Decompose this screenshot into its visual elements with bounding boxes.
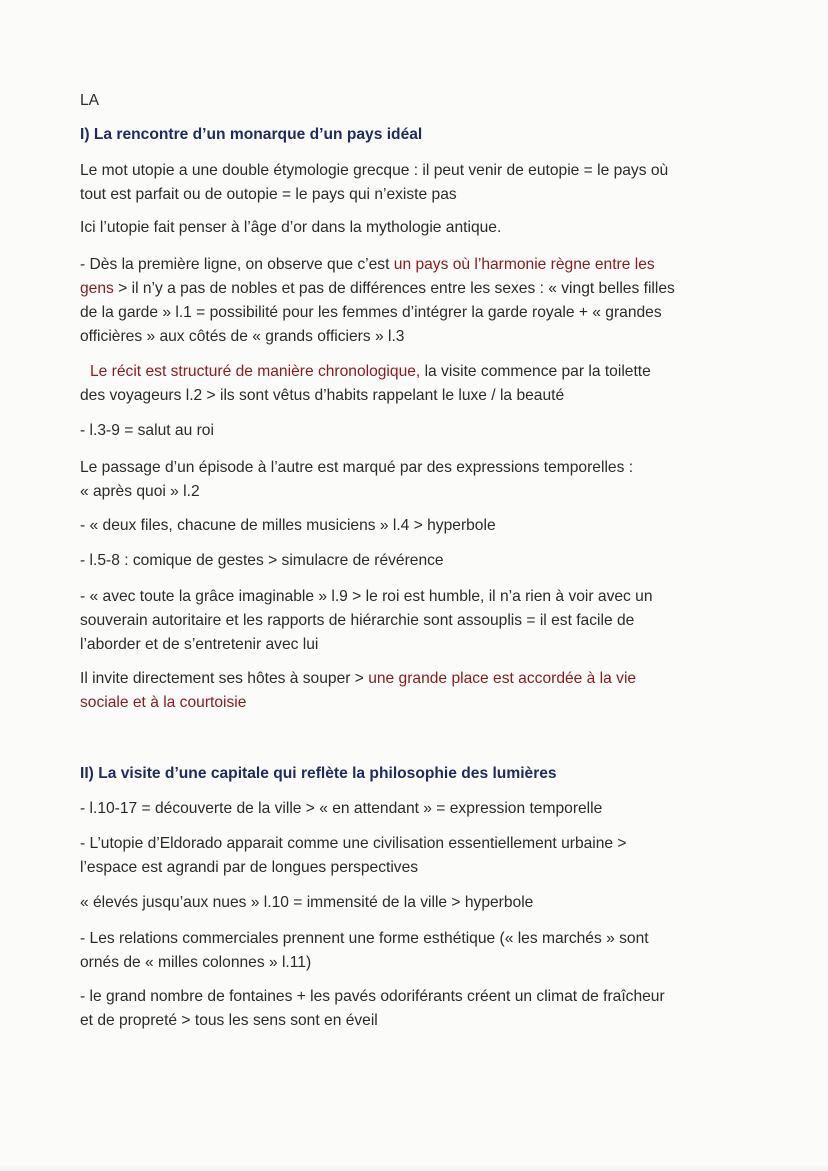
paragraph-line: « après quoi » l.2 — [80, 483, 200, 500]
paragraph-etymology — [80, 159, 720, 207]
highlight-text: sociale et à la courtoisie — [80, 694, 247, 711]
highlight-text: gens — [80, 280, 114, 297]
highlight-text: Le récit est structuré de manière chronologique, — [90, 363, 421, 380]
paragraph-line: Le passage d’un épisode à l’autre est marqué par des expressions temporelles : — [80, 459, 634, 476]
paragraph-salute: - l.3-9 = salut au roi — [80, 422, 214, 439]
paragraph-line — [80, 253, 720, 277]
paragraph-line: l’espace est agrandi par de longues perspectives — [80, 859, 419, 876]
paragraph-line — [80, 667, 720, 691]
paragraph-files: - « deux files, chacune de milles musiciens » l.4 > hyperbole — [80, 517, 496, 534]
paragraph-line: ornés de « milles colonnes » l.11) — [80, 954, 312, 971]
paragraph-line: - L’utopie d’Eldorado apparait comme une civilisation essentiellement urbaine > — [80, 835, 627, 852]
paragraph-temporal — [80, 456, 720, 504]
paragraph-line: et de propreté > tous les sens sont en éveil — [80, 1012, 378, 1029]
highlight-text: une grande place est accordée à la vie — [368, 670, 637, 687]
section-1-title: I) La rencontre d’un monarque d’un pays idéal — [80, 126, 423, 143]
paragraph-line — [90, 360, 730, 384]
paragraph-line — [80, 691, 720, 715]
section-2-title: II) La visite d’une capitale qui reflète la philosophie des lumières — [80, 765, 557, 782]
text-run: Il invite directement ses hôtes à souper > — [80, 670, 369, 687]
highlight-text: un pays où l’harmonie règne entre les — [393, 256, 655, 273]
paragraph-line: tout est parfait ou de outopie = le pays qui n’existe pas — [80, 186, 457, 203]
paragraph-line: l’aborder et de s’entretenir avec lui — [80, 636, 319, 653]
paragraph-comic: - l.5-8 : comique de gestes > simulacre de révérence — [80, 552, 444, 569]
paragraph-line: - Les relations commerciales prennent une forme esthétique (« les marchés » sont — [80, 930, 649, 947]
paragraph-urban — [80, 832, 720, 880]
paragraph-clouds: « élevés jusqu’aux nues » l.10 = immensité de la ville > hyperbole — [80, 894, 534, 911]
paragraph-commerce — [80, 927, 720, 975]
paragraph-line: des voyageurs l.2 > ils sont vêtus d’habits rappelant le luxe / la beauté — [80, 387, 565, 404]
text-run: la visite commence par la toilette — [420, 363, 651, 380]
paragraph-grace — [80, 585, 720, 657]
paragraph-line: - « avec toute la grâce imaginable » l.9 > le roi est humble, il n’a rien à voir avec un — [80, 588, 653, 605]
doc-label: LA — [80, 92, 100, 109]
text-run: - Dès la première ligne, on observe que c’est — [80, 256, 394, 273]
paragraph-fountains — [80, 985, 720, 1033]
paragraph-line: - le grand nombre de fontaines + les pavés odoriférants créent un climat de fraîcheur — [80, 988, 665, 1005]
paragraph-golden-age: Ici l’utopie fait penser à l’âge d’or dans la mythologie antique. — [80, 219, 502, 236]
paragraph-line: de la garde » l.1 = possibilité pour les femmes d’intégrer la garde royale + « grandes — [80, 304, 662, 321]
page-bottom-edge — [0, 1165, 828, 1171]
paragraph-invite — [80, 667, 720, 715]
paragraph-line: Le mot utopie a une double étymologie grecque : il peut venir de eutopie = le pays où — [80, 162, 669, 179]
paragraph-line: officières » aux côtés de « grands officiers » l.3 — [80, 328, 405, 345]
paragraph-line: souverain autoritaire et les rapports de hiérarchie sont assouplis = il est facile de — [80, 612, 635, 629]
paragraph-chronology — [80, 360, 730, 408]
text-run: > il n’y a pas de nobles et pas de différences entre les sexes : « vingt belles filles — [113, 280, 675, 297]
paragraph-discovery: - l.10-17 = découverte de la ville > « en attendant » = expression temporelle — [80, 800, 603, 817]
paragraph-line — [80, 277, 720, 301]
paragraph-harmony — [80, 253, 720, 349]
